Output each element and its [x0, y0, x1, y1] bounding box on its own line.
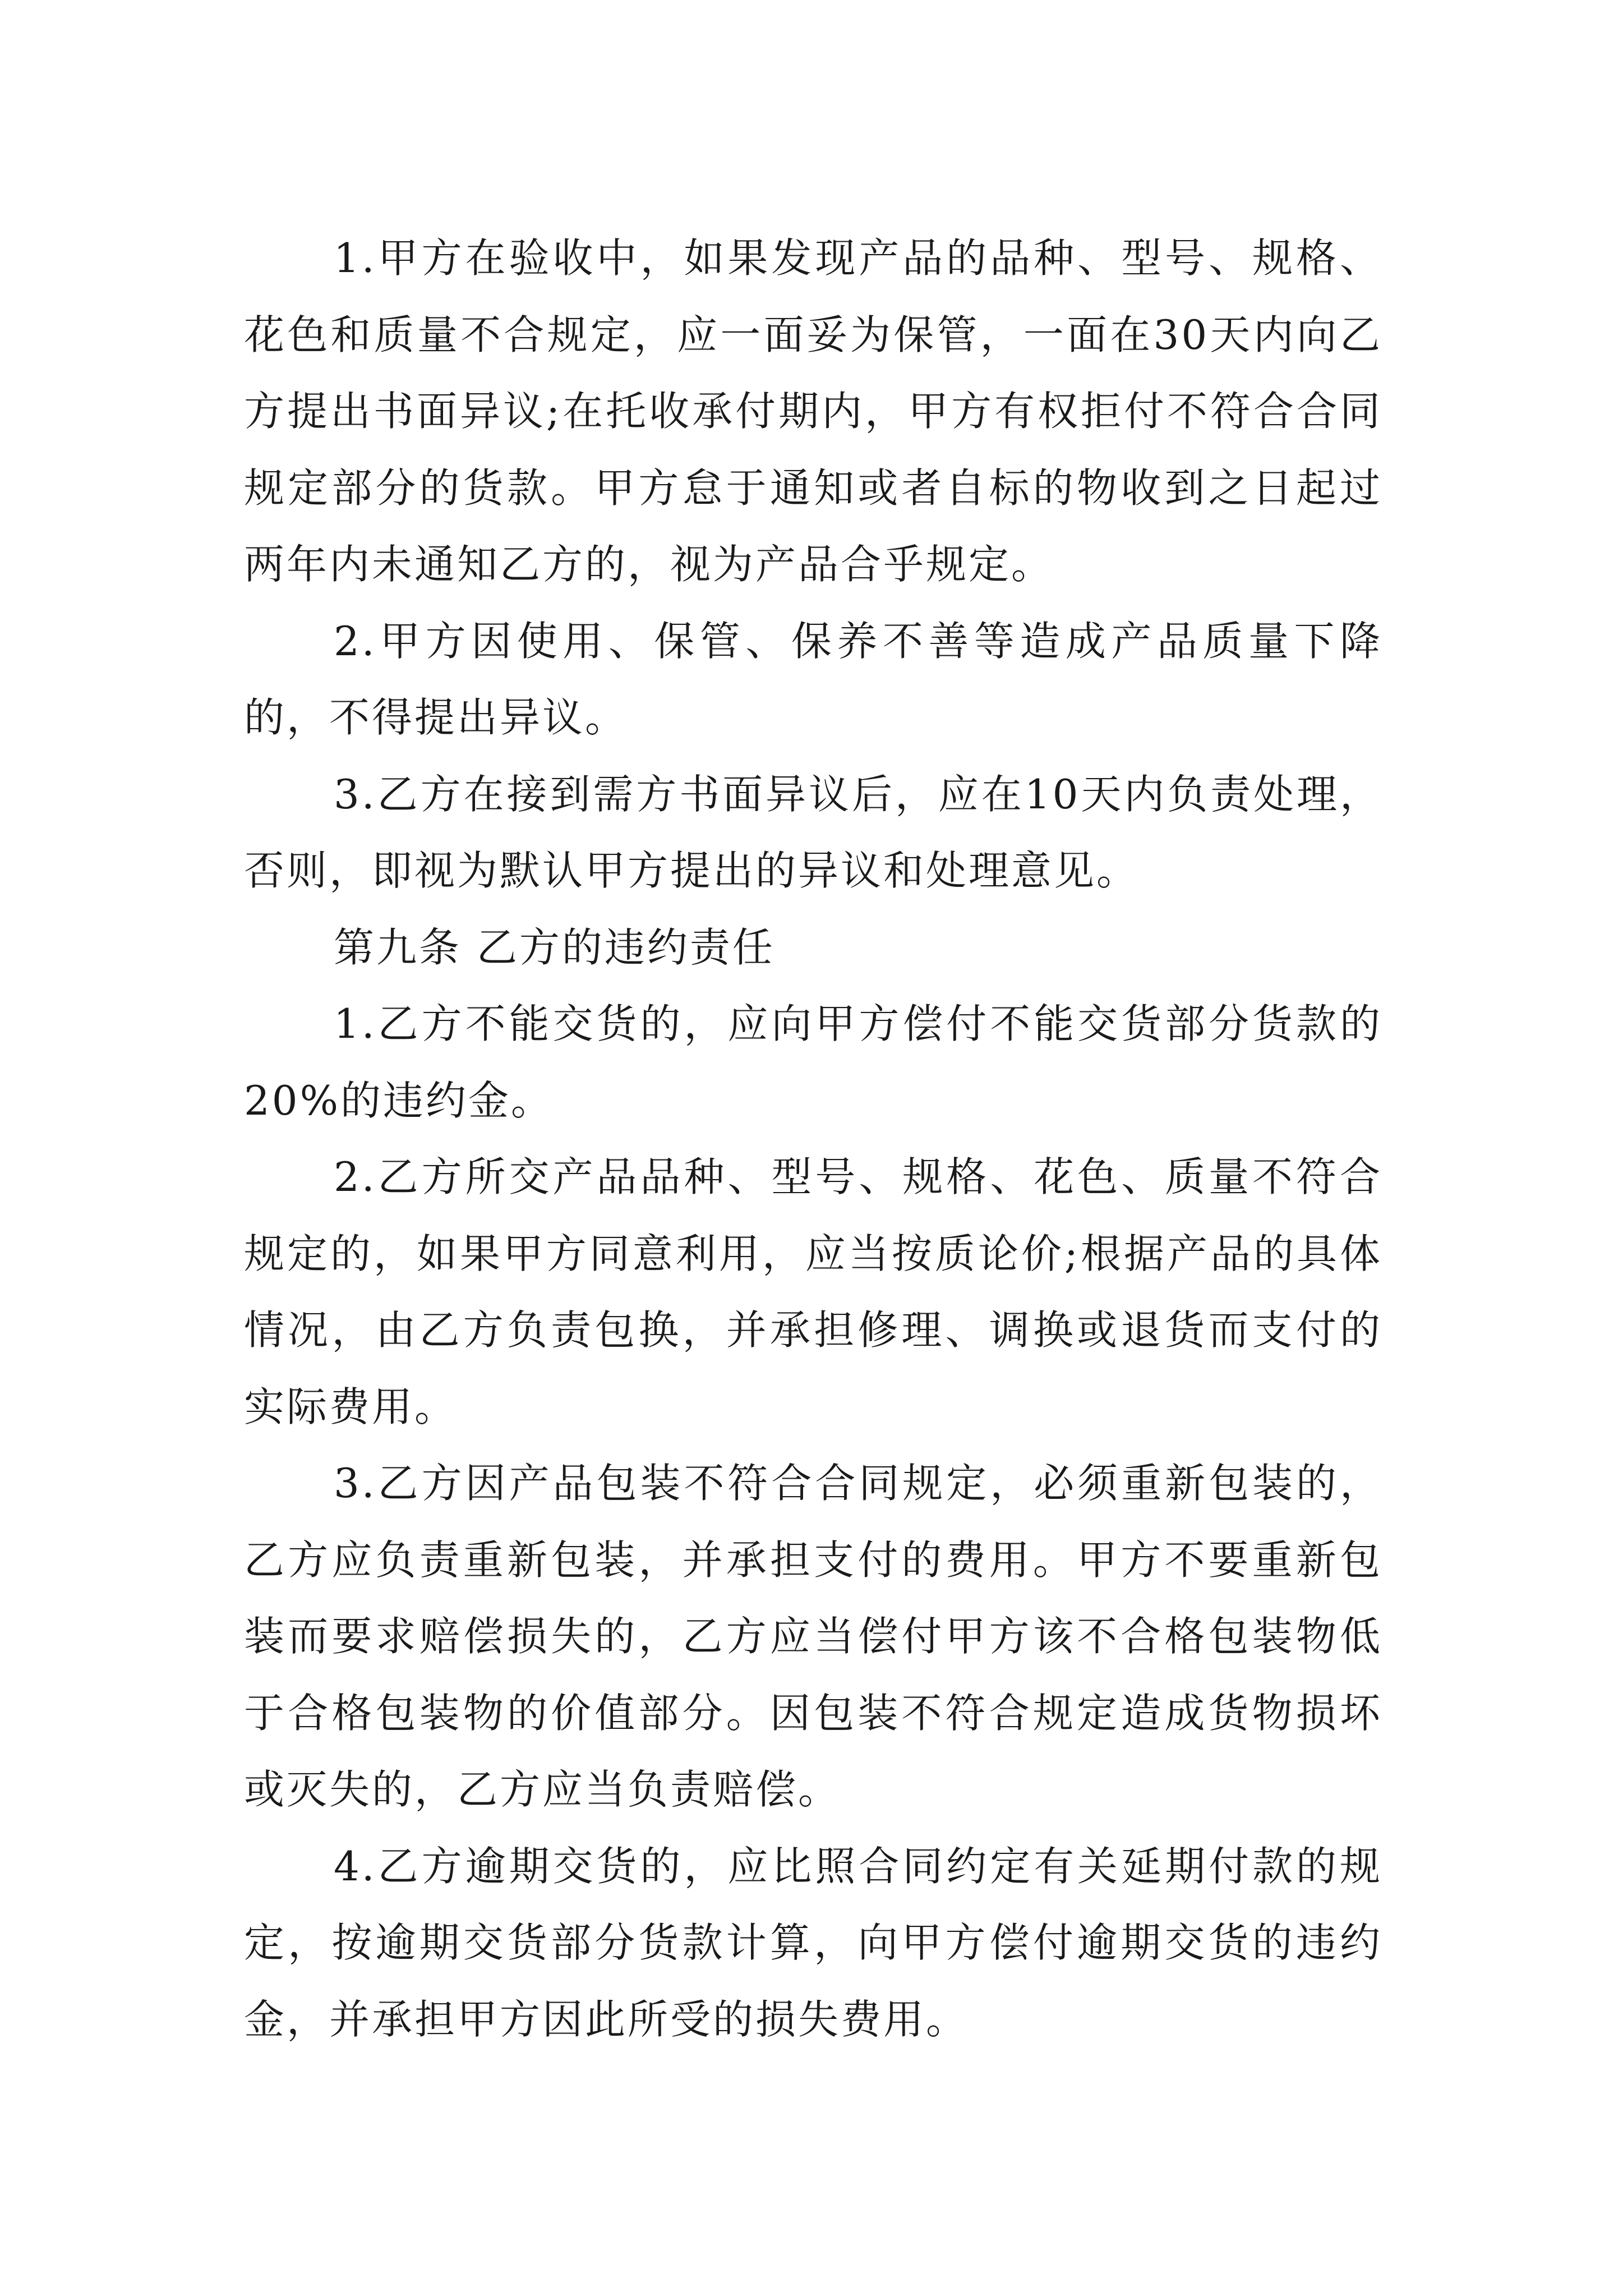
paragraph-improper-use: 2.甲方因使用、保管、保养不善等造成产品质量下降的，不得提出异议。 — [244, 617, 1382, 741]
paragraph-failure-to-deliver: 1.乙方不能交货的，应向甲方偿付不能交货部分货款的20%的违约金。 — [244, 1000, 1382, 1124]
document-body — [244, 220, 1382, 2058]
paragraph-late-delivery: 4.乙方逾期交货的，应比照合同约定有关延期付款的规定，按逾期交货部分货款计算，向甲方偿付逾期交货的违约金，并承担甲方因此所受的损失费用。 — [244, 1842, 1382, 2043]
paragraph-nonconforming-goods: 2.乙方所交产品品种、型号、规格、花色、质量不符合规定的，如果甲方同意利用，应当按质论价;根据产品的具体情况，由乙方负责包换，并承担修理、调换或退货而支付的实际费用。 — [244, 1153, 1382, 1430]
paragraph-packaging: 3.乙方因产品包装不符合合同规定，必须重新包装的，乙方应负责重新包装，并承担支付的费用。甲方不要重新包装而要求赔偿损失的，乙方应当偿付甲方该不合格包装物低于合格包装物的价值部分。因包装不符合规定造成货物损坏或灭失的，乙方应当负责赔偿。 — [244, 1460, 1382, 1813]
paragraph-inspection-objection: 1.甲方在验收中，如果发现产品的品种、型号、规格、花色和质量不合规定，应一面妥为保管，一面在30天内向乙方提出书面异议;在托收承付期内，甲方有权拒付不符合合同规定部分的货款。甲方怠于通知或者自标的物收到之日起过两年内未通知乙方的，视为产品合乎规定。 — [244, 234, 1382, 588]
paragraph-objection-handling: 3.乙方在接到需方书面异议后，应在10天内负责处理，否则，即视为默认甲方提出的异议和处理意见。 — [244, 770, 1382, 894]
section-heading-article-9: 第九条 乙方的违约责任 — [334, 923, 775, 971]
